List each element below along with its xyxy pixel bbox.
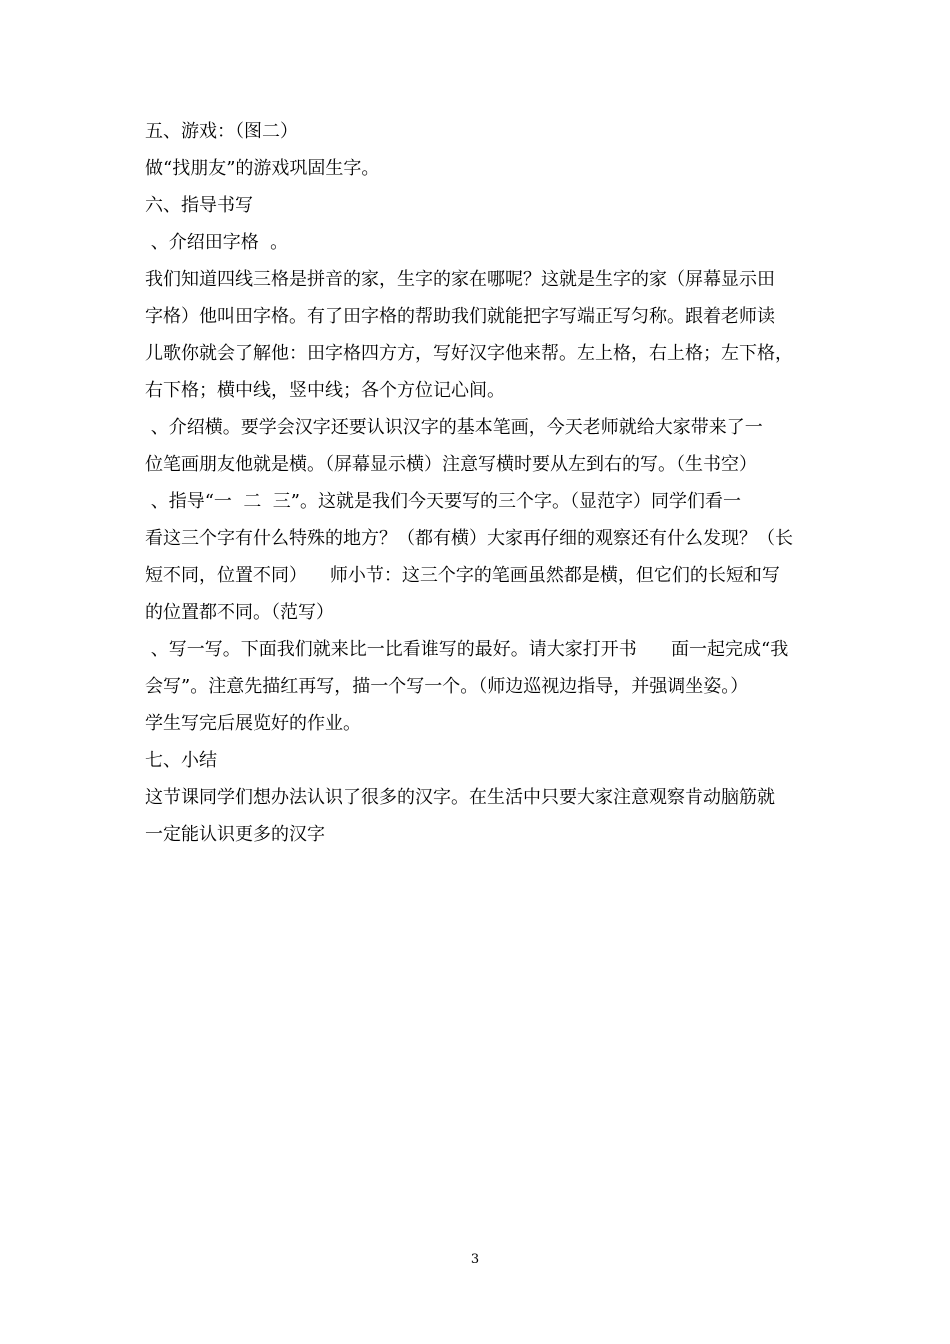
paragraph-line: 一定能认识更多的汉字 (145, 824, 325, 845)
paragraph-line: 、指导“一 二 三”。这就是我们今天要写的三个字。（显范字）同学们看一 (145, 491, 742, 512)
paragraph-line: 做“找朋友”的游戏巩固生字。 (145, 158, 380, 179)
paragraph-line: 儿歌你就会了解他：田字格四方方，写好汉字他来帮。左上格，右上格；左下格， (145, 343, 793, 364)
document-body (145, 113, 815, 853)
paragraph-line: 短不同，位置不同） 师小节：这三个字的笔画虽然都是横，但它们的长短和写 (145, 565, 780, 586)
paragraph-line: 、介绍横。要学会汉字还要认识汉字的基本笔画，今天老师就给大家带来了一 (145, 417, 763, 438)
paragraph-line: 这节课同学们想办法认识了很多的汉字。在生活中只要大家注意观察肯动脑筋就 (145, 787, 775, 808)
paragraph-line: 字格）他叫田字格。有了田字格的帮助我们就能把字写端正写匀称。跟着老师读 (145, 306, 775, 327)
paragraph-line: 右下格；横中线，竖中线；各个方位记心间。 (145, 380, 505, 401)
section-heading-game: 五、游戏：（图二） (145, 121, 298, 142)
section-heading-summary: 七、小结 (145, 750, 217, 771)
paragraph-line: 的位置都不同。（范写） (145, 602, 334, 623)
paragraph-line: 位笔画朋友他就是横。（屏幕显示横）注意写横时要从左到右的写。（生书空） (145, 454, 757, 475)
section-heading-writing-guidance: 六、指导书写 (145, 195, 253, 216)
paragraph-line: 看这三个字有什么特殊的地方？（都有横）大家再仔细的观察还有什么发现？（长 (145, 528, 793, 549)
paragraph-line: 、写一写。下面我们就来比一比看谁写的最好。请大家打开书 面一起完成“我 (145, 639, 789, 660)
paragraph-line: 学生写完后展览好的作业。 (145, 713, 361, 734)
paragraph-line: 我们知道四线三格是拼音的家，生字的家在哪呢？这就是生字的家（屏幕显示田 (145, 269, 775, 290)
paragraph-line: 会写”。注意先描红再写，描一个写一个。（师边巡视边指导，并强调坐姿。） (145, 676, 749, 697)
subheading-tian-grid: 、介绍田字格 。 (145, 232, 289, 253)
page-number: 3 (470, 1252, 480, 1267)
